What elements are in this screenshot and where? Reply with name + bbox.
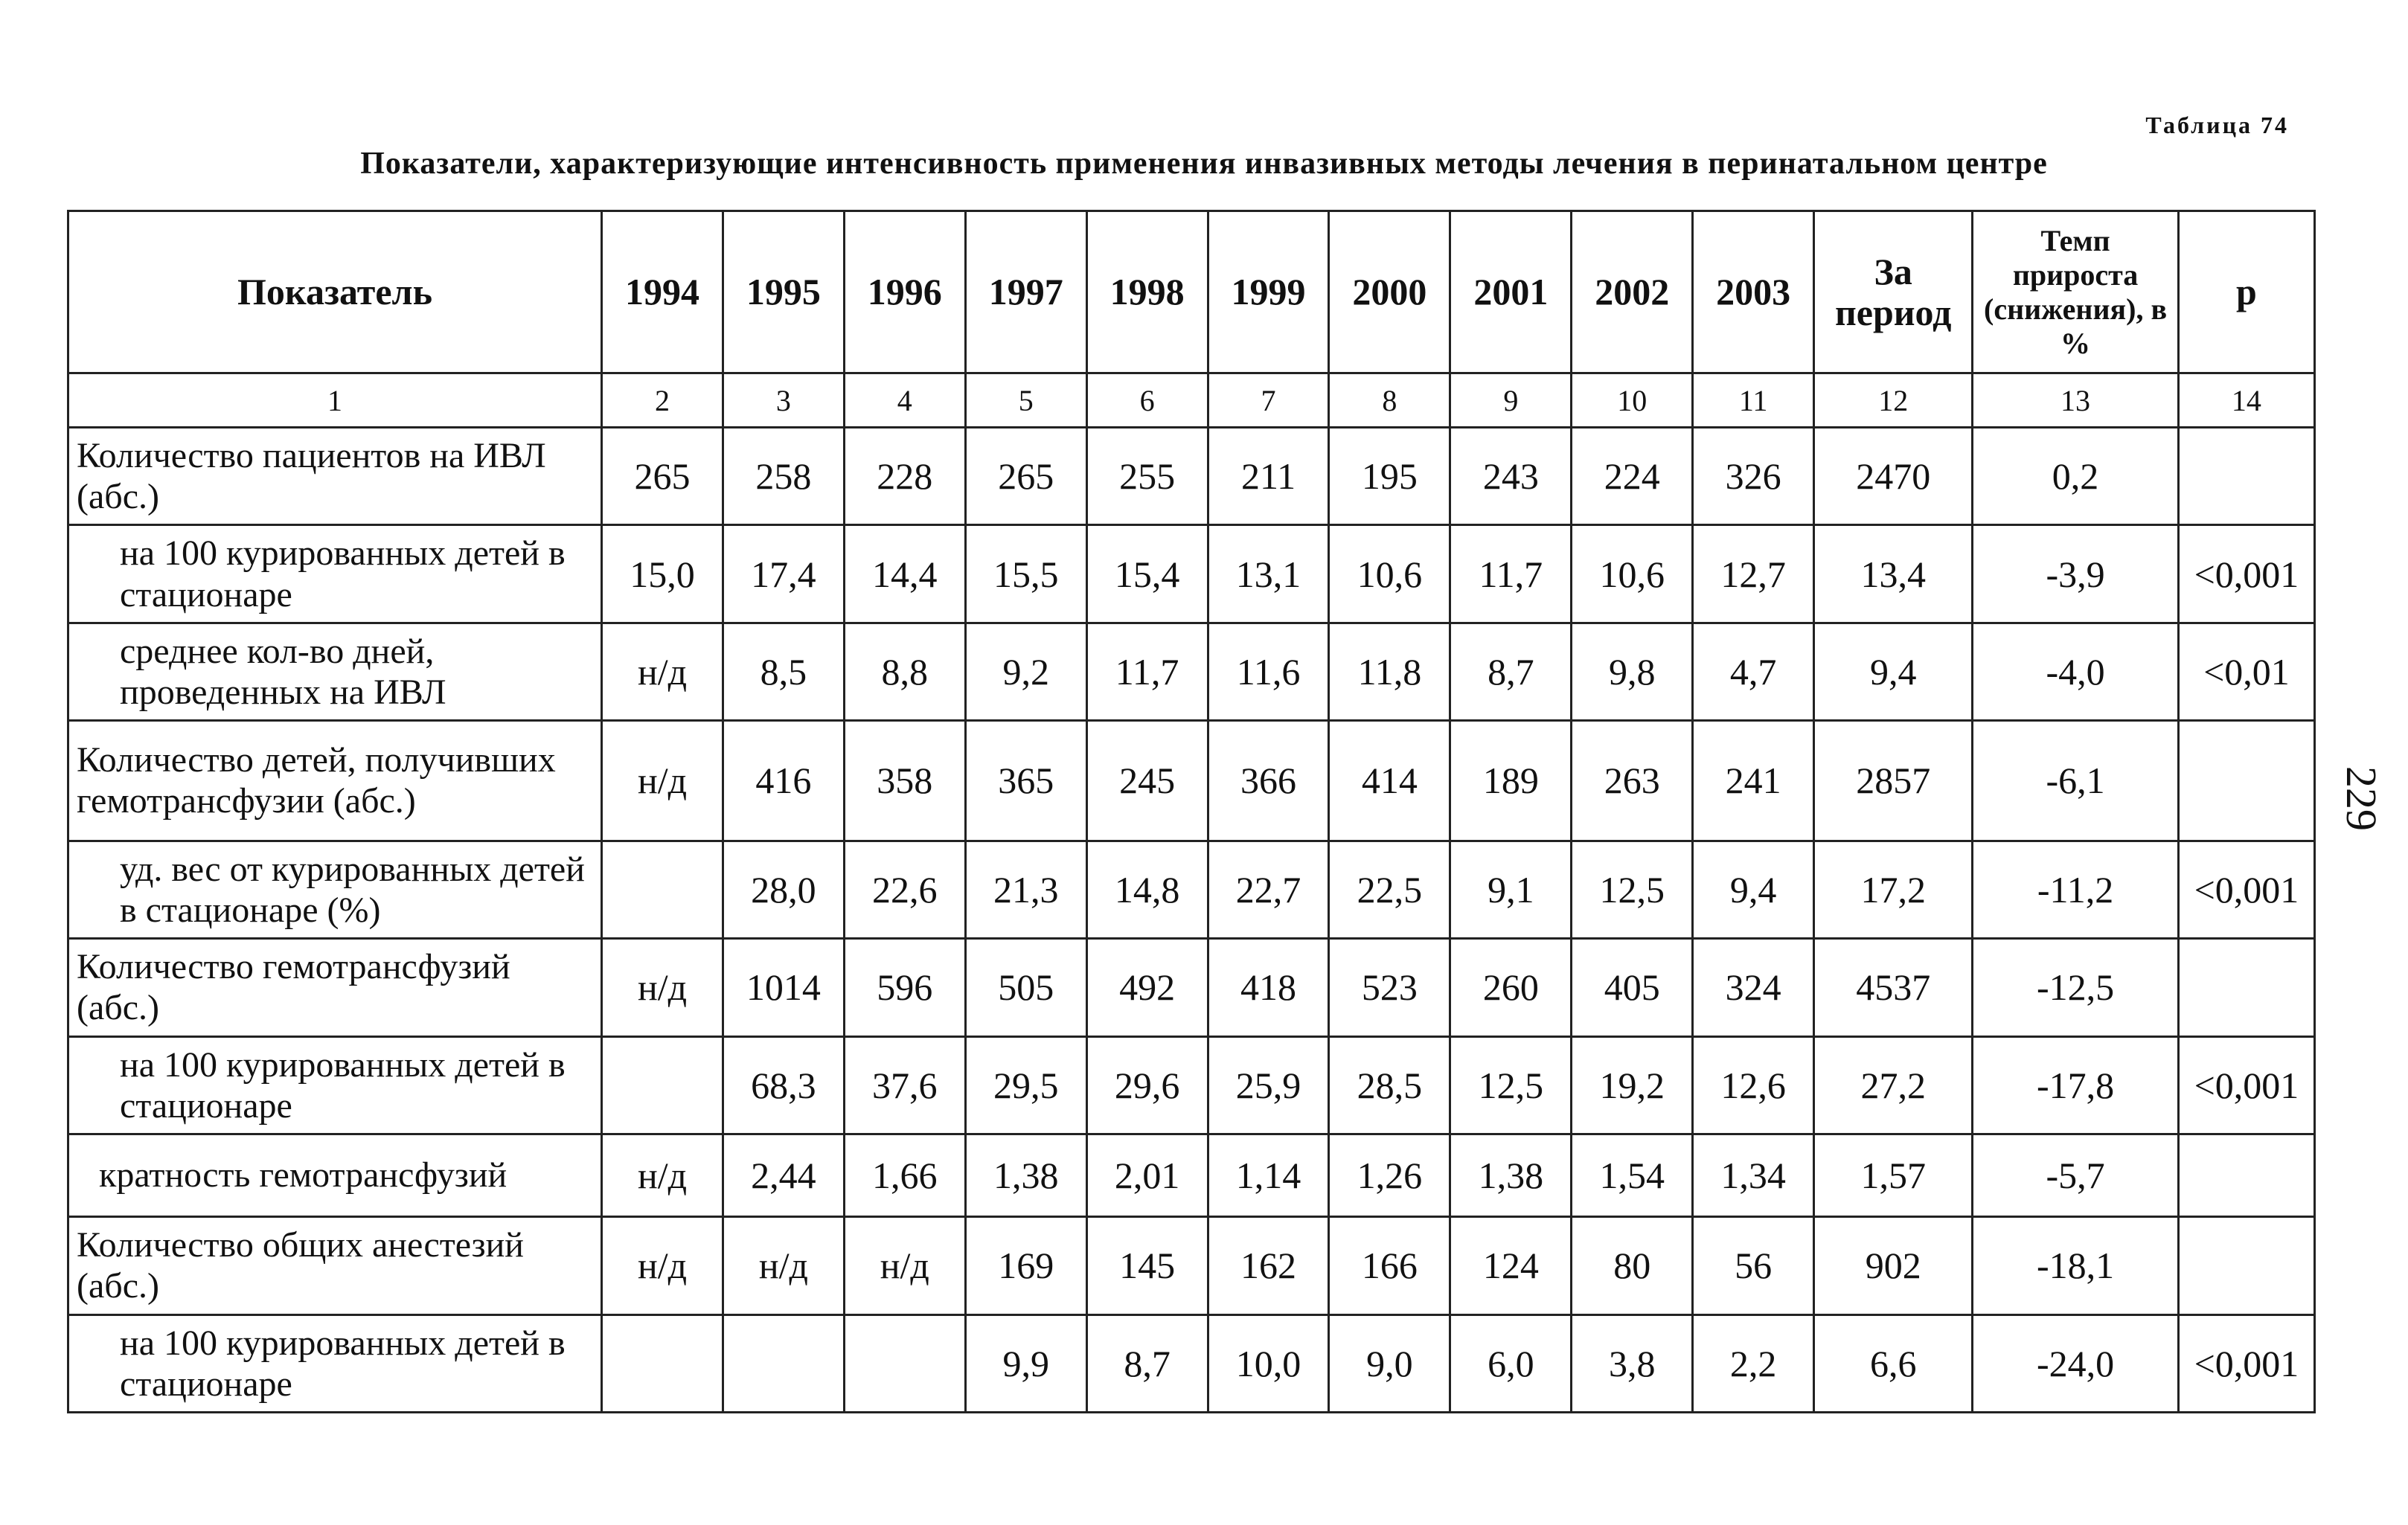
row-label: Количество пациентов на ИВЛ (абс.) — [68, 428, 602, 525]
table-row — [68, 1314, 2315, 1413]
row-label: кратность гемотрансфузий — [68, 1134, 602, 1216]
table-cell — [723, 1314, 844, 1413]
table-cell: 6,0 — [1450, 1314, 1572, 1413]
table-cell: 324 — [1693, 939, 1814, 1036]
table-cell: 195 — [1329, 428, 1450, 525]
data-table — [67, 210, 2316, 1413]
table-cell: 241 — [1693, 721, 1814, 841]
table-cell: 1,26 — [1329, 1134, 1450, 1216]
table-cell: 28,5 — [1329, 1036, 1450, 1134]
table-cell: 596 — [844, 939, 965, 1036]
table-cell: <0,001 — [2178, 1314, 2314, 1413]
row-label: уд. вес от курированных детей в стационаре (%) — [68, 841, 602, 938]
table-cell: 145 — [1086, 1217, 1208, 1314]
table-row — [68, 939, 2315, 1036]
table-cell: 2470 — [1814, 428, 1973, 525]
table-cell — [2178, 721, 2314, 841]
table-cell: 12,7 — [1693, 525, 1814, 623]
table-cell: 11,8 — [1329, 623, 1450, 720]
table-cell: 22,5 — [1329, 841, 1450, 938]
column-number: 4 — [844, 373, 965, 428]
header-cell: 1997 — [965, 211, 1086, 373]
table-cell: н/д — [844, 1217, 965, 1314]
table-cell: 15,4 — [1086, 525, 1208, 623]
row-label: среднее кол-во дней, проведенных на ИВЛ — [68, 623, 602, 720]
table-cell — [602, 841, 723, 938]
table-cell: 29,5 — [965, 1036, 1086, 1134]
table-cell: 255 — [1086, 428, 1208, 525]
table-cell: 366 — [1208, 721, 1329, 841]
column-number: 12 — [1814, 373, 1973, 428]
table-cell: 1,66 — [844, 1134, 965, 1216]
table-cell: 8,7 — [1450, 623, 1572, 720]
table-cell: 326 — [1693, 428, 1814, 525]
table-cell: 1,38 — [1450, 1134, 1572, 1216]
table-cell: 4,7 — [1693, 623, 1814, 720]
table-cell: 11,7 — [1450, 525, 1572, 623]
table-cell: 505 — [965, 939, 1086, 1036]
table-cell — [2178, 1217, 2314, 1314]
table-cell: 243 — [1450, 428, 1572, 525]
table-cell: 13,4 — [1814, 525, 1973, 623]
table-cell: н/д — [602, 721, 723, 841]
page-number: 229 — [2337, 766, 2386, 831]
table-cell: 228 — [844, 428, 965, 525]
header-cell: 1994 — [602, 211, 723, 373]
table-cell — [844, 1314, 965, 1413]
table-cell: 25,9 — [1208, 1036, 1329, 1134]
table-cell: 492 — [1086, 939, 1208, 1036]
table-cell: 6,6 — [1814, 1314, 1973, 1413]
table-cell: 19,2 — [1572, 1036, 1693, 1134]
table-cell: 245 — [1086, 721, 1208, 841]
table-cell: 189 — [1450, 721, 1572, 841]
table-cell: н/д — [602, 1134, 723, 1216]
header-cell: 2002 — [1572, 211, 1693, 373]
column-number: 10 — [1572, 373, 1693, 428]
table-cell: 224 — [1572, 428, 1693, 525]
table-cell: 14,8 — [1086, 841, 1208, 938]
column-number: 1 — [68, 373, 602, 428]
table-cell: 9,0 — [1329, 1314, 1450, 1413]
table-cell: 37,6 — [844, 1036, 965, 1134]
table-cell: 56 — [1693, 1217, 1814, 1314]
table-row — [68, 623, 2315, 720]
table-cell: 14,4 — [844, 525, 965, 623]
table-cell: 9,2 — [965, 623, 1086, 720]
table-row — [68, 721, 2315, 841]
table-cell: 4537 — [1814, 939, 1973, 1036]
table-cell: 8,7 — [1086, 1314, 1208, 1413]
row-label: на 100 курированных детей в стационаре — [68, 525, 602, 623]
table-cell: 1,54 — [1572, 1134, 1693, 1216]
header-cell: За период — [1814, 211, 1973, 373]
header-cell: p — [2178, 211, 2314, 373]
table-cell: 10,6 — [1329, 525, 1450, 623]
column-number-row — [68, 373, 2315, 428]
table-row — [68, 1134, 2315, 1216]
table-cell: 15,0 — [602, 525, 723, 623]
row-label: Количество детей, получивших гемотрансфузии (абс.) — [68, 721, 602, 841]
table-cell: 12,5 — [1450, 1036, 1572, 1134]
table-cell: 12,5 — [1572, 841, 1693, 938]
row-label: на 100 курированных детей в стационаре — [68, 1314, 602, 1413]
table-cell: н/д — [723, 1217, 844, 1314]
table-cell: 358 — [844, 721, 965, 841]
header-cell: 1995 — [723, 211, 844, 373]
table-cell: 162 — [1208, 1217, 1329, 1314]
column-number: 9 — [1450, 373, 1572, 428]
table-cell: 9,8 — [1572, 623, 1693, 720]
table-cell: -18,1 — [1973, 1217, 2179, 1314]
table-cell: 10,0 — [1208, 1314, 1329, 1413]
table-row — [68, 1036, 2315, 1134]
table-cell: 28,0 — [723, 841, 844, 938]
table-cell: 8,8 — [844, 623, 965, 720]
table-cell: н/д — [602, 623, 723, 720]
table-cell: 169 — [965, 1217, 1086, 1314]
column-number: 6 — [1086, 373, 1208, 428]
header-cell: 1999 — [1208, 211, 1329, 373]
table-cell: 1014 — [723, 939, 844, 1036]
header-cell: 1996 — [844, 211, 965, 373]
table-row — [68, 1217, 2315, 1314]
table-cell: -3,9 — [1973, 525, 2179, 623]
table-cell — [602, 1314, 723, 1413]
table-cell: 9,4 — [1693, 841, 1814, 938]
table-cell: 17,4 — [723, 525, 844, 623]
table-row — [68, 428, 2315, 525]
header-cell: 2000 — [1329, 211, 1450, 373]
table-cell: 405 — [1572, 939, 1693, 1036]
table-cell: 27,2 — [1814, 1036, 1973, 1134]
table-row — [68, 525, 2315, 623]
header-cell: 1998 — [1086, 211, 1208, 373]
column-number: 2 — [602, 373, 723, 428]
table-cell: <0,01 — [2178, 623, 2314, 720]
column-number: 13 — [1973, 373, 2179, 428]
table-cell: 260 — [1450, 939, 1572, 1036]
header-cell: 2001 — [1450, 211, 1572, 373]
table-cell: 68,3 — [723, 1036, 844, 1134]
table-cell: 0,2 — [1973, 428, 2179, 525]
header-cell: 2003 — [1693, 211, 1814, 373]
table-cell: 17,2 — [1814, 841, 1973, 938]
table-cell: 22,6 — [844, 841, 965, 938]
table-cell: 1,34 — [1693, 1134, 1814, 1216]
table-cell: 2,01 — [1086, 1134, 1208, 1216]
row-label: Количество общих анестезий (абс.) — [68, 1217, 602, 1314]
header-cell: Темп прироста (снижения), в % — [1973, 211, 2179, 373]
table-cell: 902 — [1814, 1217, 1973, 1314]
table-cell: -4,0 — [1973, 623, 2179, 720]
table-cell: н/д — [602, 1217, 723, 1314]
table-cell: -11,2 — [1973, 841, 2179, 938]
table-cell — [602, 1036, 723, 1134]
table-cell: 166 — [1329, 1217, 1450, 1314]
table-cell: 124 — [1450, 1217, 1572, 1314]
table-cell: 416 — [723, 721, 844, 841]
column-number: 5 — [965, 373, 1086, 428]
row-label: Количество гемотрансфузий (абс.) — [68, 939, 602, 1036]
table-cell: 1,38 — [965, 1134, 1086, 1216]
table-cell: 9,9 — [965, 1314, 1086, 1413]
column-number: 7 — [1208, 373, 1329, 428]
table-cell: 29,6 — [1086, 1036, 1208, 1134]
column-number: 3 — [723, 373, 844, 428]
table-cell: 1,14 — [1208, 1134, 1329, 1216]
table-cell: 2,44 — [723, 1134, 844, 1216]
table-cell: 265 — [965, 428, 1086, 525]
table-cell: 258 — [723, 428, 844, 525]
table-title: Показатели, характеризующие интенсивность применения инвазивных методы лечения в перинатальном центре — [360, 147, 2048, 181]
table-cell: 12,6 — [1693, 1036, 1814, 1134]
table-cell: 22,7 — [1208, 841, 1329, 938]
table-cell: -5,7 — [1973, 1134, 2179, 1216]
table-cell: 8,5 — [723, 623, 844, 720]
table-cell: 10,6 — [1572, 525, 1693, 623]
column-number: 14 — [2178, 373, 2314, 428]
table-cell: 21,3 — [965, 841, 1086, 938]
table-cell: 80 — [1572, 1217, 1693, 1314]
table-cell: -24,0 — [1973, 1314, 2179, 1413]
table-cell: -12,5 — [1973, 939, 2179, 1036]
table-cell: 523 — [1329, 939, 1450, 1036]
table-cell: 9,1 — [1450, 841, 1572, 938]
table-cell: н/д — [602, 939, 723, 1036]
table-body — [68, 428, 2315, 1413]
table-cell: 365 — [965, 721, 1086, 841]
table-cell: 11,7 — [1086, 623, 1208, 720]
table-cell: 13,1 — [1208, 525, 1329, 623]
table-cell: <0,001 — [2178, 841, 2314, 938]
table-cell: 211 — [1208, 428, 1329, 525]
header-row — [68, 211, 2315, 373]
table-cell: -17,8 — [1973, 1036, 2179, 1134]
table-cell: 15,5 — [965, 525, 1086, 623]
table-cell: 9,4 — [1814, 623, 1973, 720]
table-cell: <0,001 — [2178, 1036, 2314, 1134]
table-cell: <0,001 — [2178, 525, 2314, 623]
table-row — [68, 841, 2315, 938]
column-number: 11 — [1693, 373, 1814, 428]
table-cell: 418 — [1208, 939, 1329, 1036]
table-cell: -6,1 — [1973, 721, 2179, 841]
row-label: на 100 курированных детей в стационаре — [68, 1036, 602, 1134]
table-cell: 414 — [1329, 721, 1450, 841]
table-cell: 1,57 — [1814, 1134, 1973, 1216]
table-cell: 263 — [1572, 721, 1693, 841]
table-cell: 265 — [602, 428, 723, 525]
table-cell — [2178, 1134, 2314, 1216]
table-cell: 2857 — [1814, 721, 1973, 841]
table-cell — [2178, 939, 2314, 1036]
table-label: Таблица 74 — [2145, 112, 2289, 138]
table-cell — [2178, 428, 2314, 525]
header-cell: Показатель — [68, 211, 602, 373]
column-number: 8 — [1329, 373, 1450, 428]
table-cell: 3,8 — [1572, 1314, 1693, 1413]
table-cell: 2,2 — [1693, 1314, 1814, 1413]
table-cell: 11,6 — [1208, 623, 1329, 720]
